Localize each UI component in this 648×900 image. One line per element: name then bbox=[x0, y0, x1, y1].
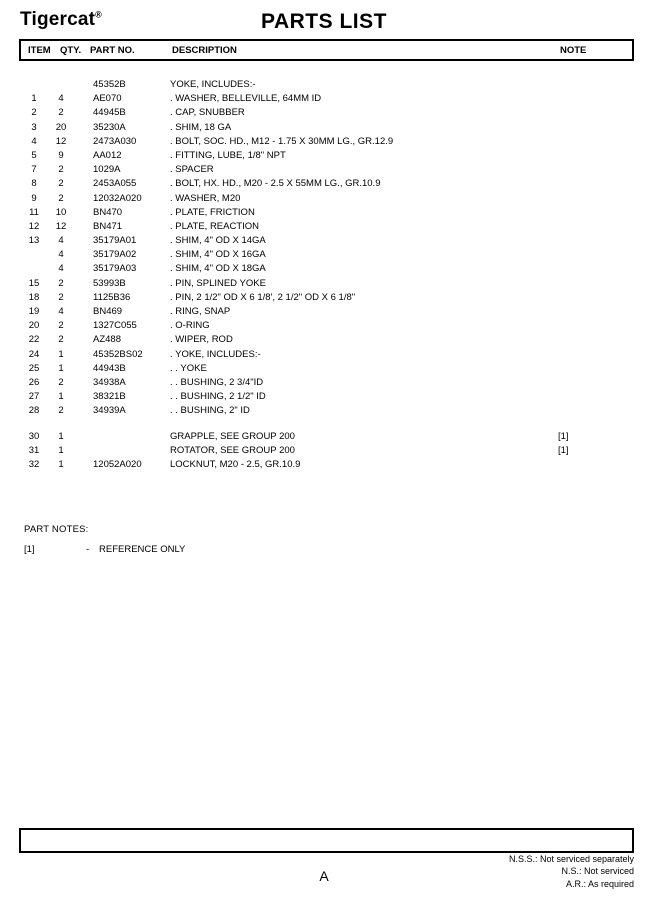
cell-part: AZ488 bbox=[93, 334, 121, 346]
table-row bbox=[19, 206, 634, 220]
cell-part: AE070 bbox=[93, 93, 122, 105]
cell-note bbox=[558, 234, 634, 248]
cell-desc: . . BUSHING, 2 3/4"ID bbox=[170, 376, 264, 388]
cell-desc: . BOLT, HX. HD., M20 - 2.5 X 55MM LG., GR.10.9 bbox=[170, 178, 381, 190]
cell-note bbox=[558, 458, 634, 472]
cell-qty: 20 bbox=[55, 121, 67, 133]
cell-part: 34938A bbox=[93, 376, 126, 388]
cell-qty: 12 bbox=[55, 135, 67, 147]
cell-desc: . YOKE, INCLUDES:- bbox=[170, 348, 261, 360]
cell-qty: 4 bbox=[58, 306, 64, 317]
parts-table-body-reference-group bbox=[19, 430, 634, 473]
cell-item: 31 bbox=[28, 445, 40, 457]
page-letter: A bbox=[319, 868, 329, 884]
table-row bbox=[19, 106, 634, 120]
cell-part: 38321B bbox=[93, 391, 126, 403]
cell-part: BN471 bbox=[93, 220, 123, 232]
cell-part: 12032A020 bbox=[93, 192, 142, 204]
registered-trademark-symbol: ® bbox=[95, 9, 103, 20]
cell-part: 44943B bbox=[93, 362, 126, 374]
cell-item: 1 bbox=[31, 93, 37, 105]
cell-qty: 12 bbox=[55, 220, 67, 232]
cell-part: 35179A01 bbox=[93, 235, 137, 247]
cell-desc: YOKE, INCLUDES:- bbox=[170, 79, 256, 90]
cell-desc: . WASHER, M20 bbox=[170, 192, 241, 204]
cell-item bbox=[19, 78, 49, 92]
table-row bbox=[19, 404, 634, 418]
cell-item: 20 bbox=[28, 320, 40, 332]
table-row bbox=[19, 135, 634, 149]
cell-part: 53993B bbox=[93, 277, 126, 289]
table-row bbox=[19, 319, 634, 333]
cell-note bbox=[558, 206, 634, 220]
cell-desc: . . YOKE bbox=[170, 362, 207, 374]
cell-desc: . . BUSHING, 2 1/2" ID bbox=[170, 391, 266, 403]
cell-part: 1327C055 bbox=[93, 320, 137, 332]
table-row bbox=[19, 121, 634, 135]
cell-note bbox=[558, 362, 634, 376]
cell-item: 27 bbox=[28, 391, 40, 403]
table-row bbox=[19, 277, 634, 291]
cell-part: BN470 bbox=[93, 206, 123, 218]
cell-part: 1125B36 bbox=[93, 291, 131, 303]
cell-part: 35179A03 bbox=[93, 263, 137, 275]
cell-note bbox=[558, 248, 634, 262]
table-row bbox=[19, 362, 634, 376]
legend-line-ns: N.S.: Not serviced bbox=[561, 866, 634, 877]
cell-part: 12052A020 bbox=[93, 459, 142, 471]
cell-item: 13 bbox=[28, 235, 40, 247]
cell-item: 5 bbox=[31, 149, 37, 161]
cell-note bbox=[558, 390, 634, 404]
table-row bbox=[19, 163, 634, 177]
cell-qty: 1 bbox=[58, 459, 64, 471]
cell-desc: . SHIM, 4" OD X 18GA bbox=[170, 263, 266, 275]
cell-qty: 4 bbox=[58, 93, 64, 105]
part-notes-heading: PART NOTES: bbox=[24, 524, 89, 535]
cell-item: 8 bbox=[31, 178, 37, 190]
cell-desc: . O-RING bbox=[170, 320, 210, 332]
cell-part: 34939A bbox=[93, 405, 126, 417]
cell-item: 25 bbox=[28, 362, 40, 374]
cell-note bbox=[558, 135, 634, 149]
cell-part: 35179A02 bbox=[93, 249, 137, 261]
cell-item: 9 bbox=[31, 192, 37, 204]
cell-note bbox=[558, 376, 634, 390]
cell-note bbox=[558, 333, 634, 347]
table-row bbox=[19, 430, 634, 444]
cell-note bbox=[558, 319, 634, 333]
table-row bbox=[19, 458, 634, 472]
cell-desc: . PLATE, FRICTION bbox=[170, 206, 255, 218]
cell-desc: GRAPPLE, SEE GROUP 200 bbox=[170, 431, 295, 442]
cell-note bbox=[558, 348, 634, 362]
cell-desc: . RING, SNAP bbox=[170, 306, 231, 317]
cell-qty: 1 bbox=[58, 348, 64, 360]
table-row bbox=[19, 192, 634, 206]
table-row bbox=[19, 92, 634, 106]
table-row bbox=[19, 234, 634, 248]
cell-part: 44945B bbox=[93, 107, 126, 119]
cell-desc: . CAP, SNUBBER bbox=[170, 107, 245, 119]
cell-item bbox=[19, 248, 49, 262]
table-row bbox=[19, 177, 634, 191]
cell-qty: 2 bbox=[58, 164, 64, 176]
cell-note bbox=[558, 291, 634, 305]
cell-desc: . BOLT, SOC. HD., M12 - 1.75 X 30MM LG., GR.12.9 bbox=[170, 135, 394, 147]
cell-note bbox=[558, 262, 634, 276]
cell-item: 26 bbox=[28, 376, 40, 388]
cell-note: [1] bbox=[558, 445, 569, 457]
cell-item: 22 bbox=[28, 334, 40, 346]
cell-note bbox=[558, 149, 634, 163]
cell-desc: . PIN, SPLINED YOKE bbox=[170, 277, 266, 289]
cell-part: BN469 bbox=[93, 306, 123, 317]
cell-note: [1] bbox=[558, 431, 569, 442]
table-row bbox=[19, 220, 634, 234]
cell-desc: LOCKNUT, M20 - 2.5, GR.10.9 bbox=[170, 459, 301, 471]
revision-box bbox=[19, 828, 634, 853]
cell-desc: . SHIM, 4" OD X 16GA bbox=[170, 249, 266, 261]
table-row bbox=[19, 262, 634, 276]
cell-qty: 1 bbox=[58, 431, 64, 442]
cell-item: 30 bbox=[28, 431, 40, 442]
cell-note bbox=[558, 404, 634, 418]
cell-qty: 2 bbox=[58, 107, 64, 119]
cell-qty: 1 bbox=[58, 445, 64, 457]
cell-note bbox=[558, 220, 634, 234]
table-row bbox=[19, 444, 634, 458]
cell-qty: 2 bbox=[58, 291, 64, 303]
cell-part: 45352BS02 bbox=[93, 348, 143, 360]
cell-item: 7 bbox=[31, 164, 37, 176]
table-row bbox=[19, 390, 634, 404]
legend-line-ar: A.R.: As required bbox=[565, 878, 634, 889]
cell-desc: . WIPER, ROD bbox=[170, 334, 233, 346]
cell-note bbox=[558, 78, 634, 92]
table-row bbox=[19, 348, 634, 362]
parts-table-body bbox=[19, 78, 634, 419]
cell-part: 2473A030 bbox=[93, 135, 137, 147]
cell-item: 24 bbox=[28, 348, 40, 360]
cell-qty: 2 bbox=[58, 277, 64, 289]
cell-item: 2 bbox=[31, 107, 37, 119]
table-row bbox=[19, 305, 634, 319]
cell-note bbox=[558, 92, 634, 106]
cell-item: 32 bbox=[28, 459, 40, 471]
cell-part: AA012 bbox=[93, 149, 122, 161]
cell-qty: 1 bbox=[58, 391, 64, 403]
cell-qty: 2 bbox=[58, 376, 64, 388]
cell-qty bbox=[49, 78, 73, 92]
cell-item: 3 bbox=[31, 121, 37, 133]
cell-qty: 10 bbox=[55, 206, 67, 218]
cell-desc: . PLATE, REACTION bbox=[170, 220, 260, 232]
table-row bbox=[19, 149, 634, 163]
cell-part: 1029A bbox=[93, 164, 121, 176]
cell-qty: 2 bbox=[58, 320, 64, 332]
cell-item: 4 bbox=[31, 135, 37, 147]
cell-item: 19 bbox=[28, 306, 40, 317]
cell-qty: 9 bbox=[58, 149, 64, 161]
legend-line-nss: N.S.S.: Not serviced separately bbox=[508, 854, 634, 864]
cell-note bbox=[558, 305, 634, 319]
cell-item bbox=[19, 262, 49, 276]
cell-qty: 2 bbox=[58, 334, 64, 346]
cell-qty: 4 bbox=[58, 263, 64, 275]
cell-qty: 2 bbox=[58, 405, 64, 417]
cell-item: 12 bbox=[28, 220, 40, 232]
cell-desc: . SHIM, 18 GA bbox=[170, 121, 232, 133]
cell-qty: 2 bbox=[58, 192, 64, 204]
cell-note bbox=[558, 177, 634, 191]
cell-item: 28 bbox=[28, 405, 40, 417]
page-title: PARTS LIST bbox=[261, 10, 387, 33]
cell-part: 35230A bbox=[93, 121, 126, 133]
table-row bbox=[19, 248, 634, 262]
brand-logo-text: Tigercat bbox=[20, 9, 96, 30]
cell-desc: ROTATOR, SEE GROUP 200 bbox=[170, 445, 295, 457]
part-note-ref: [1] bbox=[24, 544, 35, 555]
column-header-description: DESCRIPTION bbox=[172, 44, 237, 56]
cell-qty: 4 bbox=[58, 235, 64, 247]
column-header-part-no: PART NO. bbox=[90, 44, 135, 56]
cell-qty: 2 bbox=[58, 178, 64, 190]
cell-part: 2453A055 bbox=[93, 178, 137, 190]
cell-desc: . PIN, 2 1/2" OD X 6 1/8', 2 1/2" OD X 6 1/8" bbox=[170, 291, 356, 303]
cell-item: 15 bbox=[28, 277, 40, 289]
cell-note bbox=[558, 163, 634, 177]
cell-item: 11 bbox=[29, 206, 39, 218]
part-note-line bbox=[24, 543, 424, 556]
table-row bbox=[19, 78, 634, 92]
cell-qty: 1 bbox=[58, 362, 64, 374]
cell-qty: 4 bbox=[58, 249, 64, 261]
part-note-text: REFERENCE ONLY bbox=[99, 544, 186, 555]
column-header-item: ITEM bbox=[28, 44, 51, 56]
cell-part: 45352B bbox=[93, 79, 126, 90]
table-row bbox=[19, 291, 634, 305]
column-header-qty: QTY. bbox=[60, 44, 82, 56]
table-row bbox=[19, 376, 634, 390]
cell-desc: . SHIM, 4" OD X 14GA bbox=[170, 235, 266, 247]
cell-desc: . SPACER bbox=[170, 164, 214, 176]
cell-desc: . FITTING, LUBE, 1/8" NPT bbox=[170, 149, 286, 161]
cell-note bbox=[558, 106, 634, 120]
cell-desc: . WASHER, BELLEVILLE, 64MM ID bbox=[170, 93, 322, 105]
cell-note bbox=[558, 121, 634, 135]
cell-part bbox=[73, 444, 170, 458]
table-header-row bbox=[19, 39, 634, 61]
part-note-dash: - bbox=[86, 544, 90, 555]
cell-note bbox=[558, 277, 634, 291]
column-header-note: NOTE bbox=[560, 44, 587, 56]
cell-part bbox=[73, 430, 170, 444]
cell-item: 18 bbox=[28, 291, 40, 303]
table-row bbox=[19, 333, 634, 347]
cell-desc: . . BUSHING, 2" ID bbox=[170, 405, 250, 417]
cell-note bbox=[558, 192, 634, 206]
